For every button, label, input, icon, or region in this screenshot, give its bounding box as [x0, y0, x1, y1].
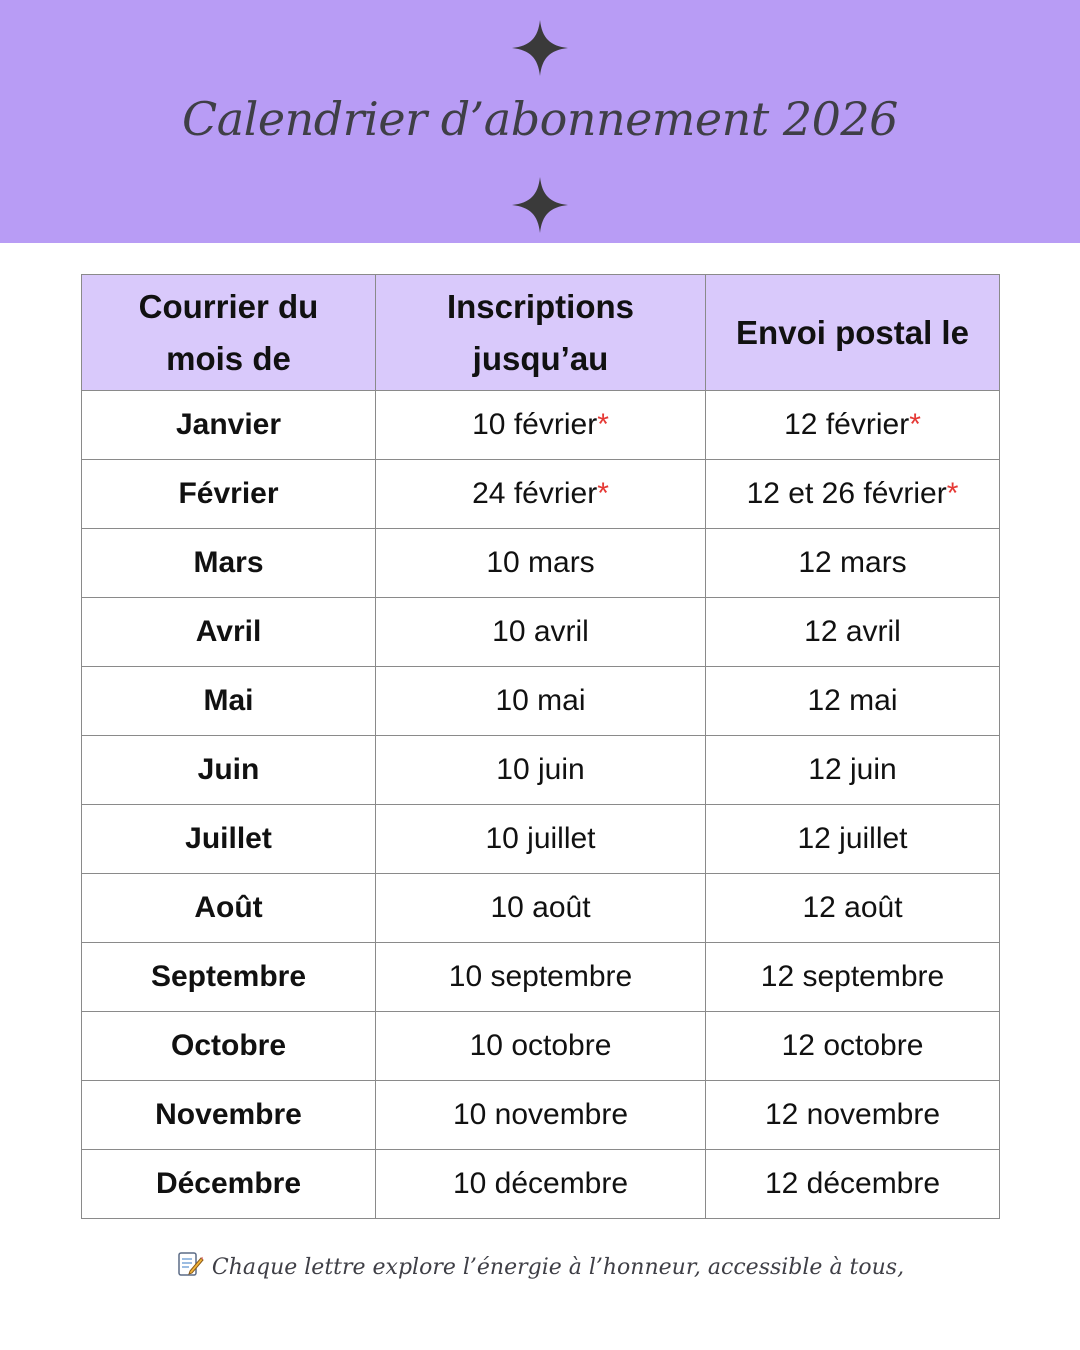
shipping-date-cell — [706, 874, 1000, 943]
memo-icon — [176, 1250, 204, 1278]
signup-deadline-cell — [376, 667, 706, 736]
shipping-date-cell — [706, 943, 1000, 1012]
month-cell: Avril — [82, 598, 376, 667]
footnote-asterisk: * — [946, 477, 959, 510]
table-row — [82, 1150, 1000, 1219]
shipping-date-cell — [706, 598, 1000, 667]
footnote-asterisk: * — [597, 408, 609, 441]
shipping-date-cell — [706, 1012, 1000, 1081]
shipping-date-cell-text: 12 juin — [808, 753, 897, 786]
page-title: Calendrier d’abonnement 2026 — [182, 92, 898, 146]
shipping-date-cell — [706, 1150, 1000, 1219]
signup-deadline-cell — [376, 943, 706, 1012]
table-row — [82, 667, 1000, 736]
signup-deadline-cell — [376, 391, 706, 460]
footnote-asterisk: * — [597, 477, 609, 510]
month-cell: Août — [82, 874, 376, 943]
shipping-date-cell-text: 12 novembre — [764, 1098, 941, 1131]
table-row — [82, 598, 1000, 667]
month-cell: Juillet — [82, 805, 376, 874]
column-header-line: Inscriptions — [446, 287, 635, 325]
sparkle-icon — [510, 18, 570, 78]
month-cell: Octobre — [82, 1012, 376, 1081]
month-cell: Décembre — [82, 1150, 376, 1219]
column-header-month — [82, 275, 376, 391]
signup-deadline-cell-text: 24 février — [472, 477, 598, 510]
month-cell: Février — [82, 460, 376, 529]
footnote-asterisk: * — [909, 408, 921, 441]
table-row — [82, 874, 1000, 943]
shipping-date-cell-text: 12 août — [802, 891, 903, 924]
signup-deadline-cell — [376, 598, 706, 667]
signup-deadline-cell — [376, 1150, 706, 1219]
month-cell: Mars — [82, 529, 376, 598]
signup-deadline-cell — [376, 460, 706, 529]
month-cell: Janvier — [82, 391, 376, 460]
table-row — [82, 736, 1000, 805]
shipping-date-cell-text: 12 avril — [804, 615, 901, 648]
shipping-date-cell-text: 12 février — [784, 408, 910, 441]
column-header-shipping-date — [706, 275, 1000, 391]
shipping-date-cell — [706, 529, 1000, 598]
shipping-date-cell — [706, 391, 1000, 460]
shipping-date-cell — [706, 736, 1000, 805]
signup-deadline-cell-text: 10 juin — [496, 753, 585, 786]
signup-deadline-cell-text: 10 août — [490, 891, 591, 924]
table-row — [82, 1081, 1000, 1150]
table-row — [82, 391, 1000, 460]
column-header-line: Courrier du — [138, 287, 319, 325]
subscription-schedule-table — [81, 274, 1000, 1219]
signup-deadline-cell — [376, 1081, 706, 1150]
shipping-date-cell-text: 12 octobre — [781, 1029, 924, 1062]
shipping-date-cell-text: 12 mai — [807, 684, 898, 717]
signup-deadline-cell — [376, 736, 706, 805]
table-row — [82, 460, 1000, 529]
signup-deadline-cell-text: 10 décembre — [452, 1167, 629, 1200]
shipping-date-cell-text: 12 décembre — [764, 1167, 941, 1200]
month-cell: Novembre — [82, 1081, 376, 1150]
signup-deadline-cell — [376, 874, 706, 943]
shipping-date-cell-text: 12 septembre — [760, 960, 945, 993]
signup-deadline-cell-text: 10 mai — [495, 684, 586, 717]
footer-note — [0, 1250, 1080, 1280]
table-row — [82, 1012, 1000, 1081]
sparkle-icon — [510, 175, 570, 235]
signup-deadline-cell-text: 10 novembre — [452, 1098, 629, 1131]
signup-deadline-cell-text: 10 juillet — [485, 822, 596, 855]
signup-deadline-cell-text: 10 février — [472, 408, 598, 441]
month-cell: Septembre — [82, 943, 376, 1012]
table-header-row — [82, 275, 1000, 391]
signup-deadline-cell-text: 10 avril — [492, 615, 589, 648]
signup-deadline-cell-text: 10 octobre — [469, 1029, 612, 1062]
month-cell: Mai — [82, 667, 376, 736]
shipping-date-cell — [706, 460, 1000, 529]
column-header-line: Envoi postal le — [736, 313, 969, 351]
shipping-date-cell-text: 12 mars — [798, 546, 907, 579]
column-header-line: mois de — [166, 339, 291, 377]
signup-deadline-cell-text: 10 septembre — [448, 960, 633, 993]
signup-deadline-cell — [376, 805, 706, 874]
shipping-date-cell — [706, 667, 1000, 736]
signup-deadline-cell — [376, 529, 706, 598]
signup-deadline-cell — [376, 1012, 706, 1081]
shipping-date-cell — [706, 1081, 1000, 1150]
column-header-line: jusqu’au — [472, 339, 609, 377]
header-banner — [0, 0, 1080, 243]
shipping-date-cell-text: 12 juillet — [797, 822, 908, 855]
footer-text: Chaque lettre explore l’énergie à l’honneur, accessible à tous, — [211, 1255, 905, 1280]
column-header-signup-deadline — [376, 275, 706, 391]
table-row — [82, 805, 1000, 874]
shipping-date-cell-text: 12 et 26 février — [746, 477, 947, 510]
table-body — [82, 391, 1000, 1219]
signup-deadline-cell-text: 10 mars — [486, 546, 595, 579]
month-cell: Juin — [82, 736, 376, 805]
table-row — [82, 529, 1000, 598]
table-row — [82, 943, 1000, 1012]
shipping-date-cell — [706, 805, 1000, 874]
